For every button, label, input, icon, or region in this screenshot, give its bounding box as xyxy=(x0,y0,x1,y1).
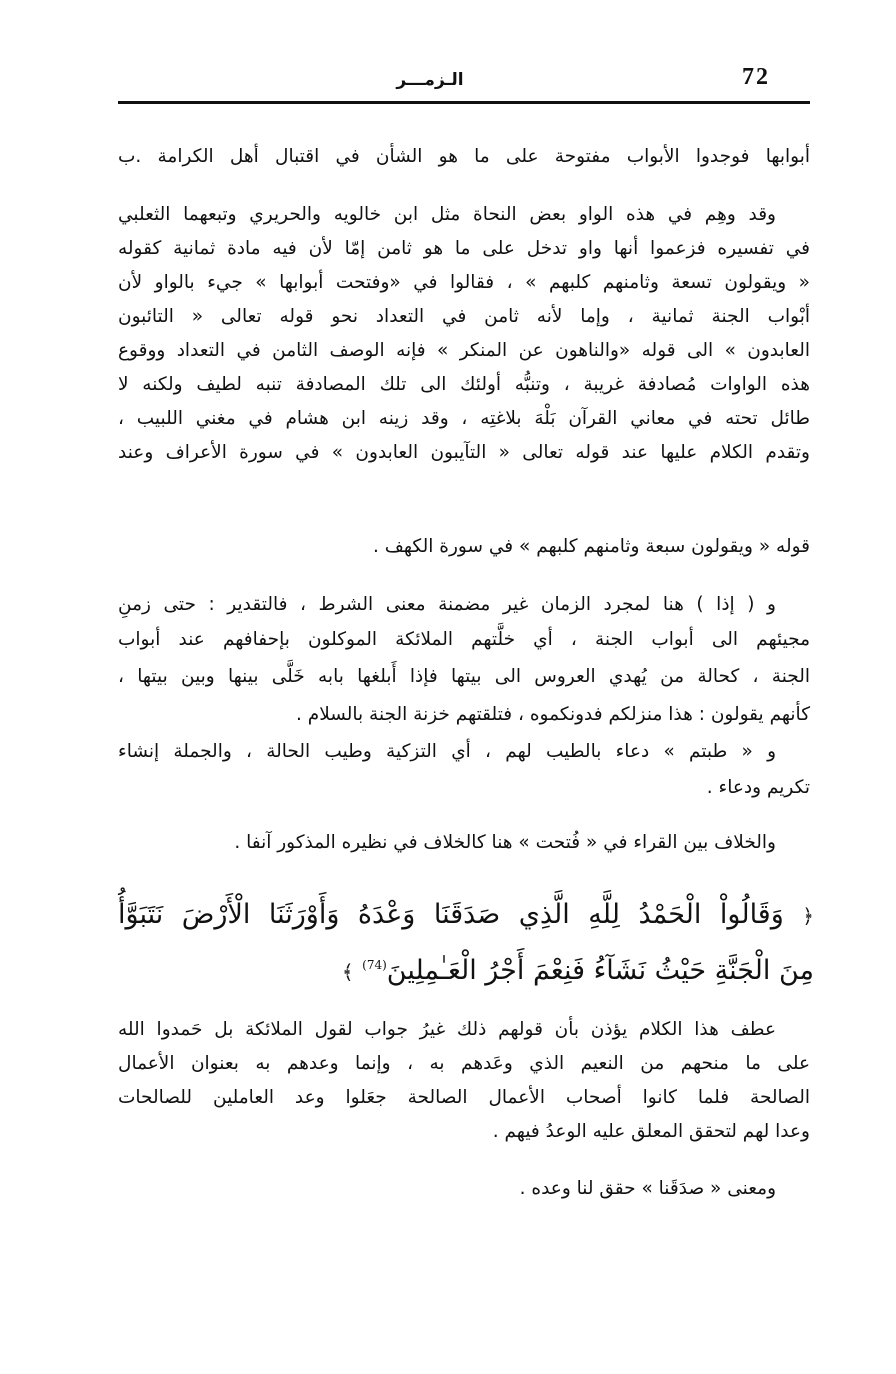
verse-open-ornament: ﴿ xyxy=(802,904,814,928)
text-line: هذه الواوات مُصادفة غريبة ، وتنبُّه أولئك الى تلك المصادفة تنبه لطيف ولكنه لا xyxy=(118,374,810,395)
header-rule xyxy=(118,101,810,104)
text-line: وعدا لهم لتحقق المعلق عليه الوعدُ فيهم . xyxy=(492,1121,810,1142)
text-line: أبوابها فوجدوا الأبواب مفتوحة على ما هو الشأن في اقتبال أهل الكرامة .ب xyxy=(118,146,810,167)
text-line: مجيئهم الى أبواب الجنة ، أي خلَّتهم الملائكة الموكلون بإحفافهم عند أبواب xyxy=(118,629,810,650)
verse-number: (74) xyxy=(362,958,387,972)
text-line: وتقدم الكلام عليها عند قوله تعالى « التآيبون العابدون » في سورة الأعراف وعند xyxy=(118,442,810,463)
text-line: في تفسيره فزعموا أنها واو تدخل على ما هو ثامن إمّا لأن فيه مادة ثمانية كقوله xyxy=(118,238,810,259)
verse-line-2: مِنَ الْجَنَّةِ حَيْثُ نَشَآءُ فَنِعْمَ أَجْرُ الْعَـٰمِلِينَ xyxy=(386,955,814,986)
page-number: 72 xyxy=(742,64,770,90)
text-line: والخلاف بين القراء في « فُتحت » هنا كالخلاف في نظيره المذكور آنفا . xyxy=(234,832,776,853)
text-line: قوله « ويقولون سبعة وثامنهم كلبهم » في سورة الكهف . xyxy=(372,536,810,557)
text-line: و « طبتم » دعاء بالطيب لهم ، أي التزكية وطيب الحالة ، والجملة إنشاء xyxy=(118,741,776,762)
text-line: طائل تحته في معاني القرآن بَلْهَ بلاغتِه ، وقد زينه ابن هشام في مغني اللبيب ، xyxy=(118,408,810,429)
text-line: « ويقولون تسعة وثامنهم كلبهم » ، فقالوا في «وفتحت أبوابها » جيء بالواو لأن xyxy=(118,272,810,293)
running-title: الـزمـــر xyxy=(396,70,464,90)
text-line: ومعنى « صدَقَنا » حقق لنا وعده . xyxy=(519,1178,776,1199)
text-line: الجنة ، كحالة من يُهدي العروس الى بيتها فإذا أَبلغها بابه خَلَّى بينها وبين بيتها ، xyxy=(118,666,810,687)
text-line: وقد وهِم في هذه الواو بعض النحاة مثل ابن خالويه والحريري وتبعهما الثعلبي xyxy=(118,204,776,225)
text-line: كأنهم يقولون : هذا منزلكم فدونكموه ، فتلقتهم خزنة الجنة بالسلام . xyxy=(296,704,810,725)
text-line: و ( إذا ) هنا لمجرد الزمان غير مضمنة معنى الشرط ، فالتقدير : حتى زمنِ xyxy=(118,594,776,615)
text-line: الصالحة فلما كانوا أصحاب الأعمال الصالحة جعَلوا وعد العاملين للصالحات xyxy=(118,1087,810,1108)
text-line: على ما منحهم من النعيم الذي وعَدهم به ، وإنما وعدهم به بعنوان الأعمال xyxy=(118,1053,810,1074)
text-line: العابدون » الى قوله «والناهون عن المنكر » فإنه الوصف الثامن في التعداد ووقوع xyxy=(118,340,810,361)
verse-line-1: وَقَالُواْ الْحَمْدُ لِلَّهِ الَّذِي صَدَقَنَا وَعْدَهُ وَأَوْرَثَنَا الْأَرْضَ نَتَبَوَّأُ xyxy=(118,899,784,930)
text-line: تكريم ودعاء . xyxy=(706,777,810,798)
text-line: عطف هذا الكلام يؤذن بأن قولهم ذلك غيرُ جواب لقول الملائكة بل حَمدوا الله xyxy=(118,1019,776,1040)
verse-close-ornament: ﴾ xyxy=(341,960,354,984)
text-line: أبْواب الجنة ثمانية ، وإما لأنه ثامن في التعداد نحو قوله تعالى « التائبون xyxy=(118,306,810,327)
